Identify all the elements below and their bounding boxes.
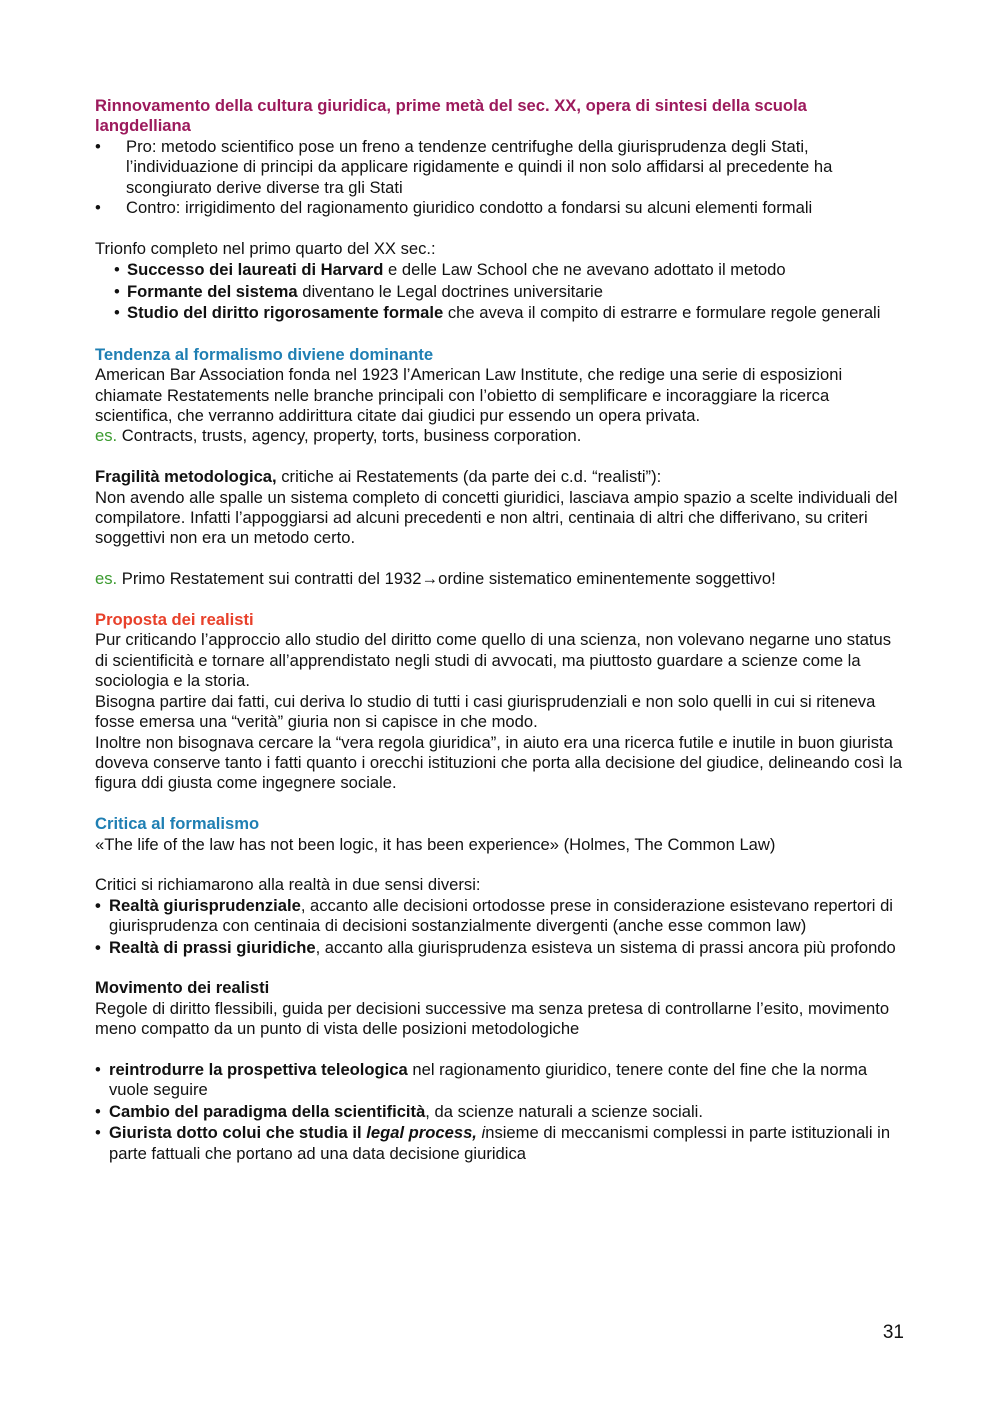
list-item-bold: Giurista dotto colui che studia il [109,1123,367,1143]
list-item [95,260,907,280]
bullet-icon: • [95,198,101,218]
trionfo-intro: Trionfo completo nel primo quarto del XX sec.: [95,238,436,258]
list-item-text: nsieme di meccanismi complessi in parte istituzionali in parte fattuali che portano ad una data decisione giuridica [109,1123,891,1163]
list-item-bold-italic: legal process, [366,1123,477,1143]
example-text: Primo Restatement sui contratti del 1932 [117,569,422,589]
list-item [95,1123,907,1164]
list-item [95,303,907,323]
proposta-paragraph-3: Inoltre non bisognava cercare la “vera regola giuridica”, in aiuto era una ricerca futile e inutile in buon giurista doveva conserve tanto i fatti quanto i orecchi istituzioni che porta alla decisione del giudice, delineando così la figura ddi giusta come ingegnere sociale. [95,732,903,793]
bullet-icon: • [95,1101,101,1121]
list-item-text: nel ragionamento giuridico, tenere conte del fine che la norma vuole seguire [109,1059,868,1100]
list-item-bold: Successo dei laureati di Harvard [127,260,384,280]
list-item [95,137,907,198]
list-item [95,1060,907,1101]
list-item [95,282,907,302]
arrow-icon: → [421,569,439,589]
proposta-paragraph-1: Pur criticando l’approccio allo studio del diritto come quello di una scienza, non volevano negarne uno status di scientificità e tornare all’apprendistato negli studi di avvocati, ma piuttosto guardare a scienze come la sociologia e la storia. [95,630,892,691]
list-item [95,198,907,218]
movimento-list [95,1060,907,1164]
fragilita-body: Non avendo alle spalle un sistema completo di concetti giuridici, lasciava ampio spazio a scelte individuali del compilatore. Infatti l’appoggiarsi ad alcuni precedenti e non altri, centinaia di altri che differivano, su criteri soggettivi non era un metodo certo. [95,487,898,548]
bullet-icon: • [95,895,101,915]
movimento-body: Regole di diritto flessibili, guida per decisioni successive ma senza pretesa di controllarne l’esito, movimento meno compatto da un punto di vista delle posizioni metodologiche [95,998,890,1039]
pro-contro-list [95,137,907,219]
bullet-icon: • [95,1059,101,1079]
example-label: es. [95,426,118,446]
fragilita-title [95,467,907,487]
section-heading-rinnovamento: Rinnovamento della cultura giuridica, prime metà del sec. XX, opera di sintesi della scuola langdelliana [95,96,807,136]
tendenza-body: American Bar Association fonda nel 1923 l’American Law Institute, che redige una serie di esposizioni chiamate Restatements nelle branche principali con l’obietto di semplificare e incoraggiare la ricerca scientifica, che verranno addirittura citate dai giudici pur essendo un opera privata. [95,365,843,426]
bullet-icon: • [114,303,120,323]
section-heading-critica: Critica al formalismo [95,814,260,834]
example-label: es. [95,569,118,589]
section-heading-tendenza: Tendenza al formalismo diviene dominante [95,344,434,364]
list-item-text: Contro: irrigidimento del ragionamento giuridico condotto a fondarsi su alcuni elementi formali [126,198,813,218]
example-text: Contracts, trusts, agency, property, torts, business corporation. [117,426,582,446]
bullet-icon: • [95,136,101,156]
list-item-bold: Realtà giurisprudenziale [109,895,301,915]
bullet-icon: • [114,281,120,301]
list-item [95,896,907,937]
list-item [95,1102,907,1122]
list-item-bold: Realtà di prassi giuridiche [109,937,316,957]
list-item-italic: i [476,1123,486,1143]
bullet-icon: • [95,1123,101,1143]
proposta-paragraph-2: Bisogna partire dai fatti, cui deriva lo studio di tutti i casi giurisprudenziali e non solo quelli in cui si riteneva fosse emersa una “verità” giuria non si capisce in che modo. [95,691,876,732]
example-text-2: ordine sistematico eminentemente soggettivo! [438,569,776,589]
trionfo-list [95,260,907,323]
fragilita-rest: critiche ai Restatements (da parte dei c.d. “realisti”): [276,467,662,487]
bullet-icon: • [114,260,120,280]
list-item-text: , accanto alla giurisprudenza esisteva un sistema di prassi ancora più profondo [315,937,896,957]
list-item-bold: Formante del sistema [127,281,298,301]
list-item-bold: Cambio del paradigma della scientificità [109,1101,426,1121]
fragilita-example [95,569,907,589]
list-item-text: che aveva il compito di estrarre e formulare regole generali [443,303,881,323]
list-item-text: , accanto alle decisioni ortodosse prese in considerazione esistevano repertori di giurisprudenza con centinaia di decisioni sostanzialmente divergenti (anche esse common law) [109,895,893,936]
tendenza-example [95,426,907,446]
fragilita-bold: Fragilità metodologica, [95,467,277,487]
list-item-bold: Studio del diritto rigorosamente formale [127,303,444,323]
list-item-bold: reintrodurre la prospettiva teleologica [109,1059,408,1079]
realta-list [95,896,907,958]
critica-intro: Critici si richiamarono alla realtà in due sensi diversi: [95,875,481,895]
holmes-quote: «The life of the law has not been logic, it has been experience» (Holmes, The Common Law) [95,834,776,854]
list-item-text: Pro: metodo scientifico pose un freno a tendenze centrifughe della giurisprudenza degli Stati, l’individuazione di principi da applicare rigidamente e quindi il non solo affidarsi al precedente ha scongiurato derive diverse tra gli Stati [126,136,833,197]
list-item-text: diventano le Legal doctrines universitarie [297,281,603,301]
bullet-icon: • [95,937,101,957]
list-item-text: e delle Law School che ne avevano adottato il metodo [383,260,786,280]
section-heading-proposta: Proposta dei realisti [95,610,254,630]
list-item-text: , da scienze naturali a scienze sociali. [425,1101,703,1121]
section-heading-movimento: Movimento dei realisti [95,978,270,998]
document-page [95,96,907,1164]
page-number: 31 [882,1322,904,1343]
list-item [95,938,907,958]
